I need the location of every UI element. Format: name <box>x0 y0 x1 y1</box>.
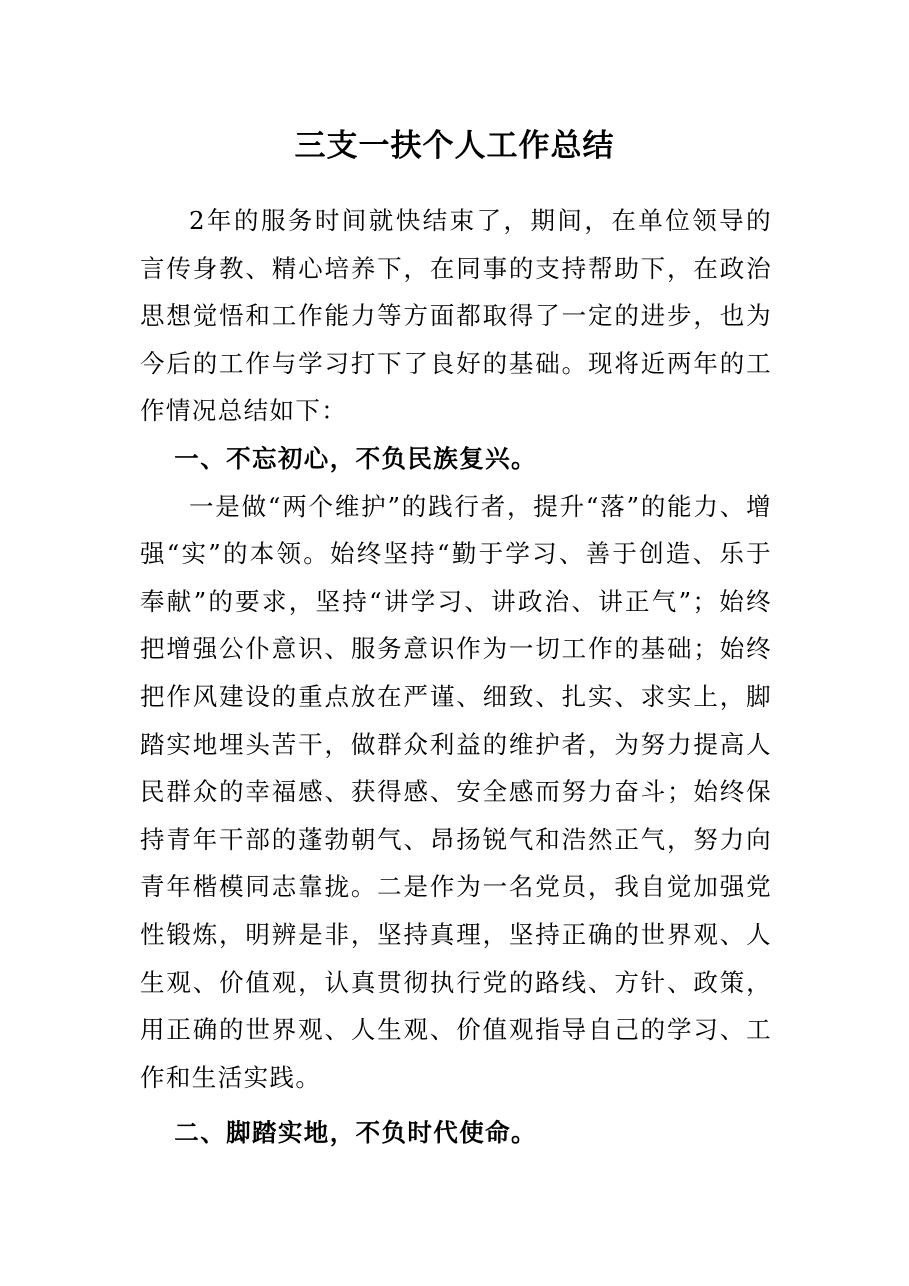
document-body <box>140 197 772 1157</box>
section-1-heading: 一、不忘初心，不负民族复兴。 <box>174 443 537 473</box>
intro-paragraph: 2年的服务时间就快结束了，期间，在单位领导的言传身教、精心培养下，在同事的支持帮助下，在政治思想觉悟和工作能力等方面都取得了一定的进步，也为今后的工作与学习打下了良好的基础。现将近两年的工作情况总结如下： <box>140 206 772 426</box>
document-title: 三支一扶个人工作总结 <box>294 128 615 164</box>
section-1-paragraph: 一是做“两个维护”的践行者，提升“落”的能力、增强“实”的本领。始终坚持“勤于学习、善于创造、乐于奉献”的要求，坚持“讲学习、讲政治、讲正气”；始终把增强公仆意识、服务意识作为一切工作的基础；始终把作风建设的重点放在严谨、细致、扎实、求实上，脚踏实地埋头苦干，做群众利益的维护者，为努力提高人民群众的幸福感、获得感、安全感而努力奋斗；始终保持青年干部的蓬勃朝气、昂扬锐气和浩然正气，努力向青年楷模同志靠拢。二是作为一名党员，我自觉加强党性锻炼，明辨是非，坚持真理，坚持正确的世界观、人生观、价值观，认真贯彻执行党的路线、方针、政策，用正确的世界观、人生观、价值观指导自己的学习、工作和生活实践。 <box>140 491 772 1092</box>
section-2-heading: 二、脚踏实地，不负时代使命。 <box>174 1118 537 1148</box>
